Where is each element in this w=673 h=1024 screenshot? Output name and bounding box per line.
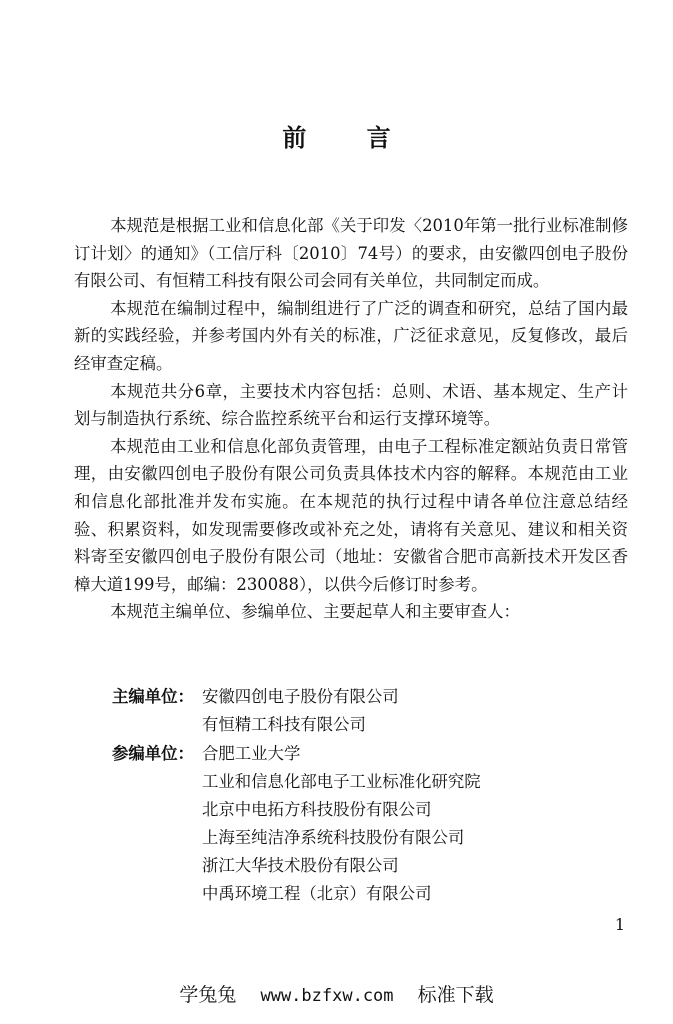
page-number: 1 [614,915,625,934]
paragraph-contents: 本规范共分6章，主要技术内容包括：总则、术语、基本规定、生产计划与制造执行系统、综合监控系统平台和运行支撑环境等。 [74,381,628,429]
paragraph-management: 本规范由工业和信息化部负责管理，由电子工程标准定额站负责日常管理，由安徽四创电子股份有限公司负责具体技术内容的解释。本规范由工业和信息化部批准并发布实施。在本规范的执行过程中请各单位注意总结经验、积累资料，如发现需要修改或补充之处，请将有关意见、建议和相关资料寄至安徽四创电子股份有限公司（地址：安徽省合肥市高新技术开发区香樟大道199号，邮编：230088），以供今后修订时参考。 [74,436,628,594]
participating-unit-row [112,768,632,796]
participating-unit-row [112,852,632,880]
chief-unit-row [112,683,632,711]
chief-unit-name: 有恒精工科技有限公司 [202,715,366,734]
chief-units-label: 主编单位： [112,687,194,706]
chief-unit-name: 安徽四创电子股份有限公司 [202,687,399,706]
participating-unit-row [112,824,632,852]
participating-unit-name: 北京中电拓方科技股份有限公司 [202,800,432,819]
participating-unit-row [112,796,632,824]
footer-watermark [0,980,673,1007]
participating-unit-name: 合肥工业大学 [202,744,301,763]
participating-unit-name: 中禹环境工程（北京）有限公司 [202,884,432,903]
participating-unit-row [112,880,632,908]
participating-units-block [112,740,632,908]
foreword-body [74,212,628,626]
paragraph-units-intro: 本规范主编单位、参编单位、主要起草人和主要审查人： [110,602,520,622]
participating-unit-name: 工业和信息化部电子工业标准化研究院 [202,772,481,791]
paragraph-basis: 本规范是根据工业和信息化部《关于印发〈2010年第一批行业标准制修订计划〉的通知》（工信厅科〔2010〕74号）的要求，由安徽四创电子股份有限公司、有恒精工科技有限公司会同有关单位，共同制定而成。 [74,216,628,291]
page-title: 前 言 [282,123,417,152]
participating-unit-name: 浙江大华技术股份有限公司 [202,856,399,875]
footer-url[interactable]: www.bzfxw.com [260,986,394,1006]
participating-unit-row [112,740,632,768]
footer-site-name: 学兔兔 [179,984,237,1006]
paragraph-process: 本规范在编制过程中，编制组进行了广泛的调查和研究，总结了国内最新的实践经验，并参考国内外有关的标准，广泛征求意见，反复修改，最后经审查定稿。 [74,298,628,373]
participating-units-label: 参编单位： [112,744,194,763]
participating-unit-name: 上海至纯洁净系统科技股份有限公司 [202,828,465,847]
footer-tagline: 标准下载 [417,984,494,1006]
chief-unit-row [112,711,632,739]
chief-units-block [112,683,632,739]
